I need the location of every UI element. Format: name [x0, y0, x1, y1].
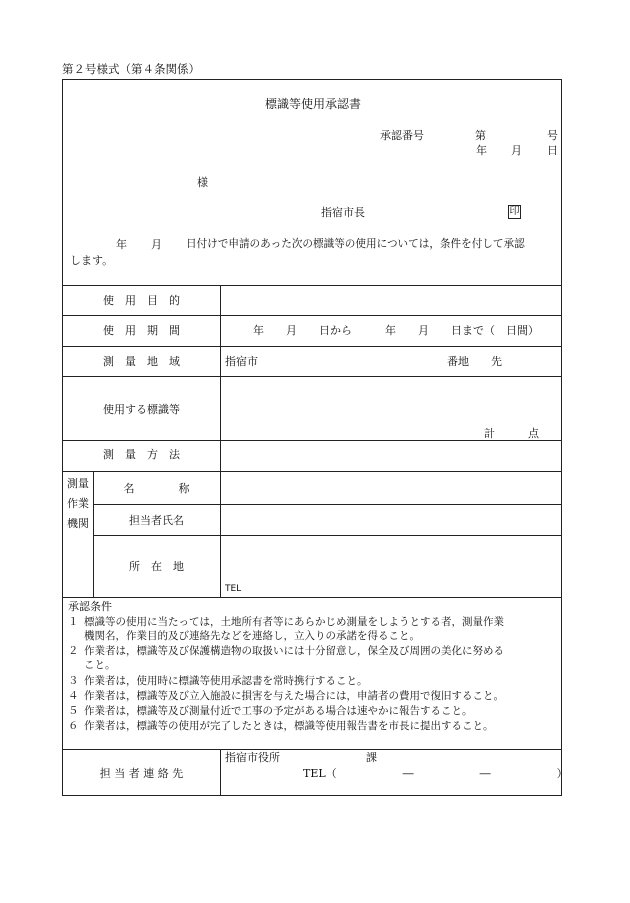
column-divider — [220, 749, 221, 796]
condition-number: ５ — [68, 705, 79, 717]
period-value: 年 月 日から 年 月 日まで（ 日間） — [253, 324, 539, 337]
row-divider — [63, 346, 561, 347]
condition-item — [68, 674, 560, 688]
row-divider — [63, 749, 561, 750]
contact-office: 指宿市役所 — [225, 751, 280, 764]
date-year: 年 — [476, 144, 487, 157]
addressee-suffix: 様 — [197, 176, 208, 189]
row-divider — [63, 315, 561, 316]
condition-text-continued: 機関名，作業目的及び連絡先などを連絡し，立入りの承諾を得ること。 — [84, 630, 420, 643]
approval-number-go: 号 — [547, 129, 558, 142]
body-month: 月 — [151, 238, 162, 251]
condition-number: １ — [68, 616, 79, 628]
condition-item — [68, 689, 560, 703]
method-label: 測 量 方 法 — [103, 448, 180, 461]
date-day: 日 — [547, 144, 558, 157]
org-label-vertical: 測量作業機関 — [67, 477, 89, 530]
period-label: 使 用 期 間 — [103, 324, 180, 337]
column-divider — [220, 285, 221, 597]
contact-label: 担 当 者 連 絡 先 — [99, 767, 184, 780]
condition-item — [68, 615, 560, 644]
row-divider — [63, 471, 561, 472]
body-text-line1: 日付けで申請のあった次の標識等の使用については，条件を付して承認 — [186, 238, 525, 250]
org-person-label: 担当者氏名 — [129, 514, 184, 527]
condition-number: ６ — [68, 720, 79, 732]
area-label: 測 量 地 域 — [103, 355, 180, 368]
seal-mark: 印 — [509, 206, 520, 217]
row-divider — [63, 597, 561, 598]
condition-item — [68, 644, 560, 673]
condition-text: 作業者は，標識等及び立入施設に損害を与えた場合には，申請者の費用で復旧すること。 — [84, 690, 504, 702]
row-divider — [63, 376, 561, 377]
area-city: 指宿市 — [225, 355, 258, 368]
row-divider — [93, 504, 561, 505]
issuer-name: 指宿市長 — [321, 206, 365, 219]
condition-text-continued: こと。 — [84, 659, 116, 672]
row-divider — [93, 535, 561, 536]
approval-number-dai: 第 — [475, 129, 486, 142]
org-name-label: 名 称 — [123, 482, 190, 495]
markers-total: 計 点 — [484, 427, 539, 440]
condition-text: 作業者は，標識等及び保護構造物の取扱いには十分留意し，保全及び周囲の美化に努める — [84, 645, 504, 657]
conditions-title: 承認条件 — [68, 600, 112, 613]
condition-text: 作業者は，標識等の使用が完了したときは，標識等使用報告書を市長に提出すること。 — [84, 720, 494, 732]
form-number-label: 第２号様式（第４条関係） — [62, 62, 200, 76]
area-banchi: 番地 先 — [447, 355, 502, 368]
approval-form — [62, 79, 568, 796]
org-tel-label: TEL — [225, 584, 242, 594]
date-month: 月 — [511, 144, 522, 157]
row-divider — [63, 440, 561, 441]
document-title: 標識等使用承認書 — [264, 97, 361, 111]
purpose-label: 使 用 目 的 — [103, 294, 180, 307]
row-divider — [63, 285, 561, 286]
org-address-label: 所 在 地 — [129, 560, 184, 573]
markers-label: 使用する標識等 — [103, 403, 180, 416]
body-text-line2: します。 — [70, 254, 114, 267]
approval-number-label: 承認番号 — [380, 129, 424, 142]
contact-section: 課 — [366, 751, 377, 764]
condition-item — [68, 704, 560, 718]
condition-text: 標識等の使用に当たっては，土地所有者等にあらかじめ測量をしようとする者，測量作業 — [84, 616, 504, 628]
condition-number: ２ — [68, 645, 79, 657]
condition-item — [68, 719, 560, 733]
contact-tel: TEL（ ― ― ） — [303, 767, 568, 780]
condition-text: 作業者は，標識等及び測量付近で工事の予定がある場合は速やかに報告すること。 — [84, 705, 473, 717]
body-year: 年 — [116, 238, 127, 251]
condition-text: 作業者は，使用時に標識等使用承認書を常時携行すること。 — [84, 675, 368, 687]
condition-number: ３ — [68, 675, 79, 687]
condition-number: ４ — [68, 690, 79, 702]
